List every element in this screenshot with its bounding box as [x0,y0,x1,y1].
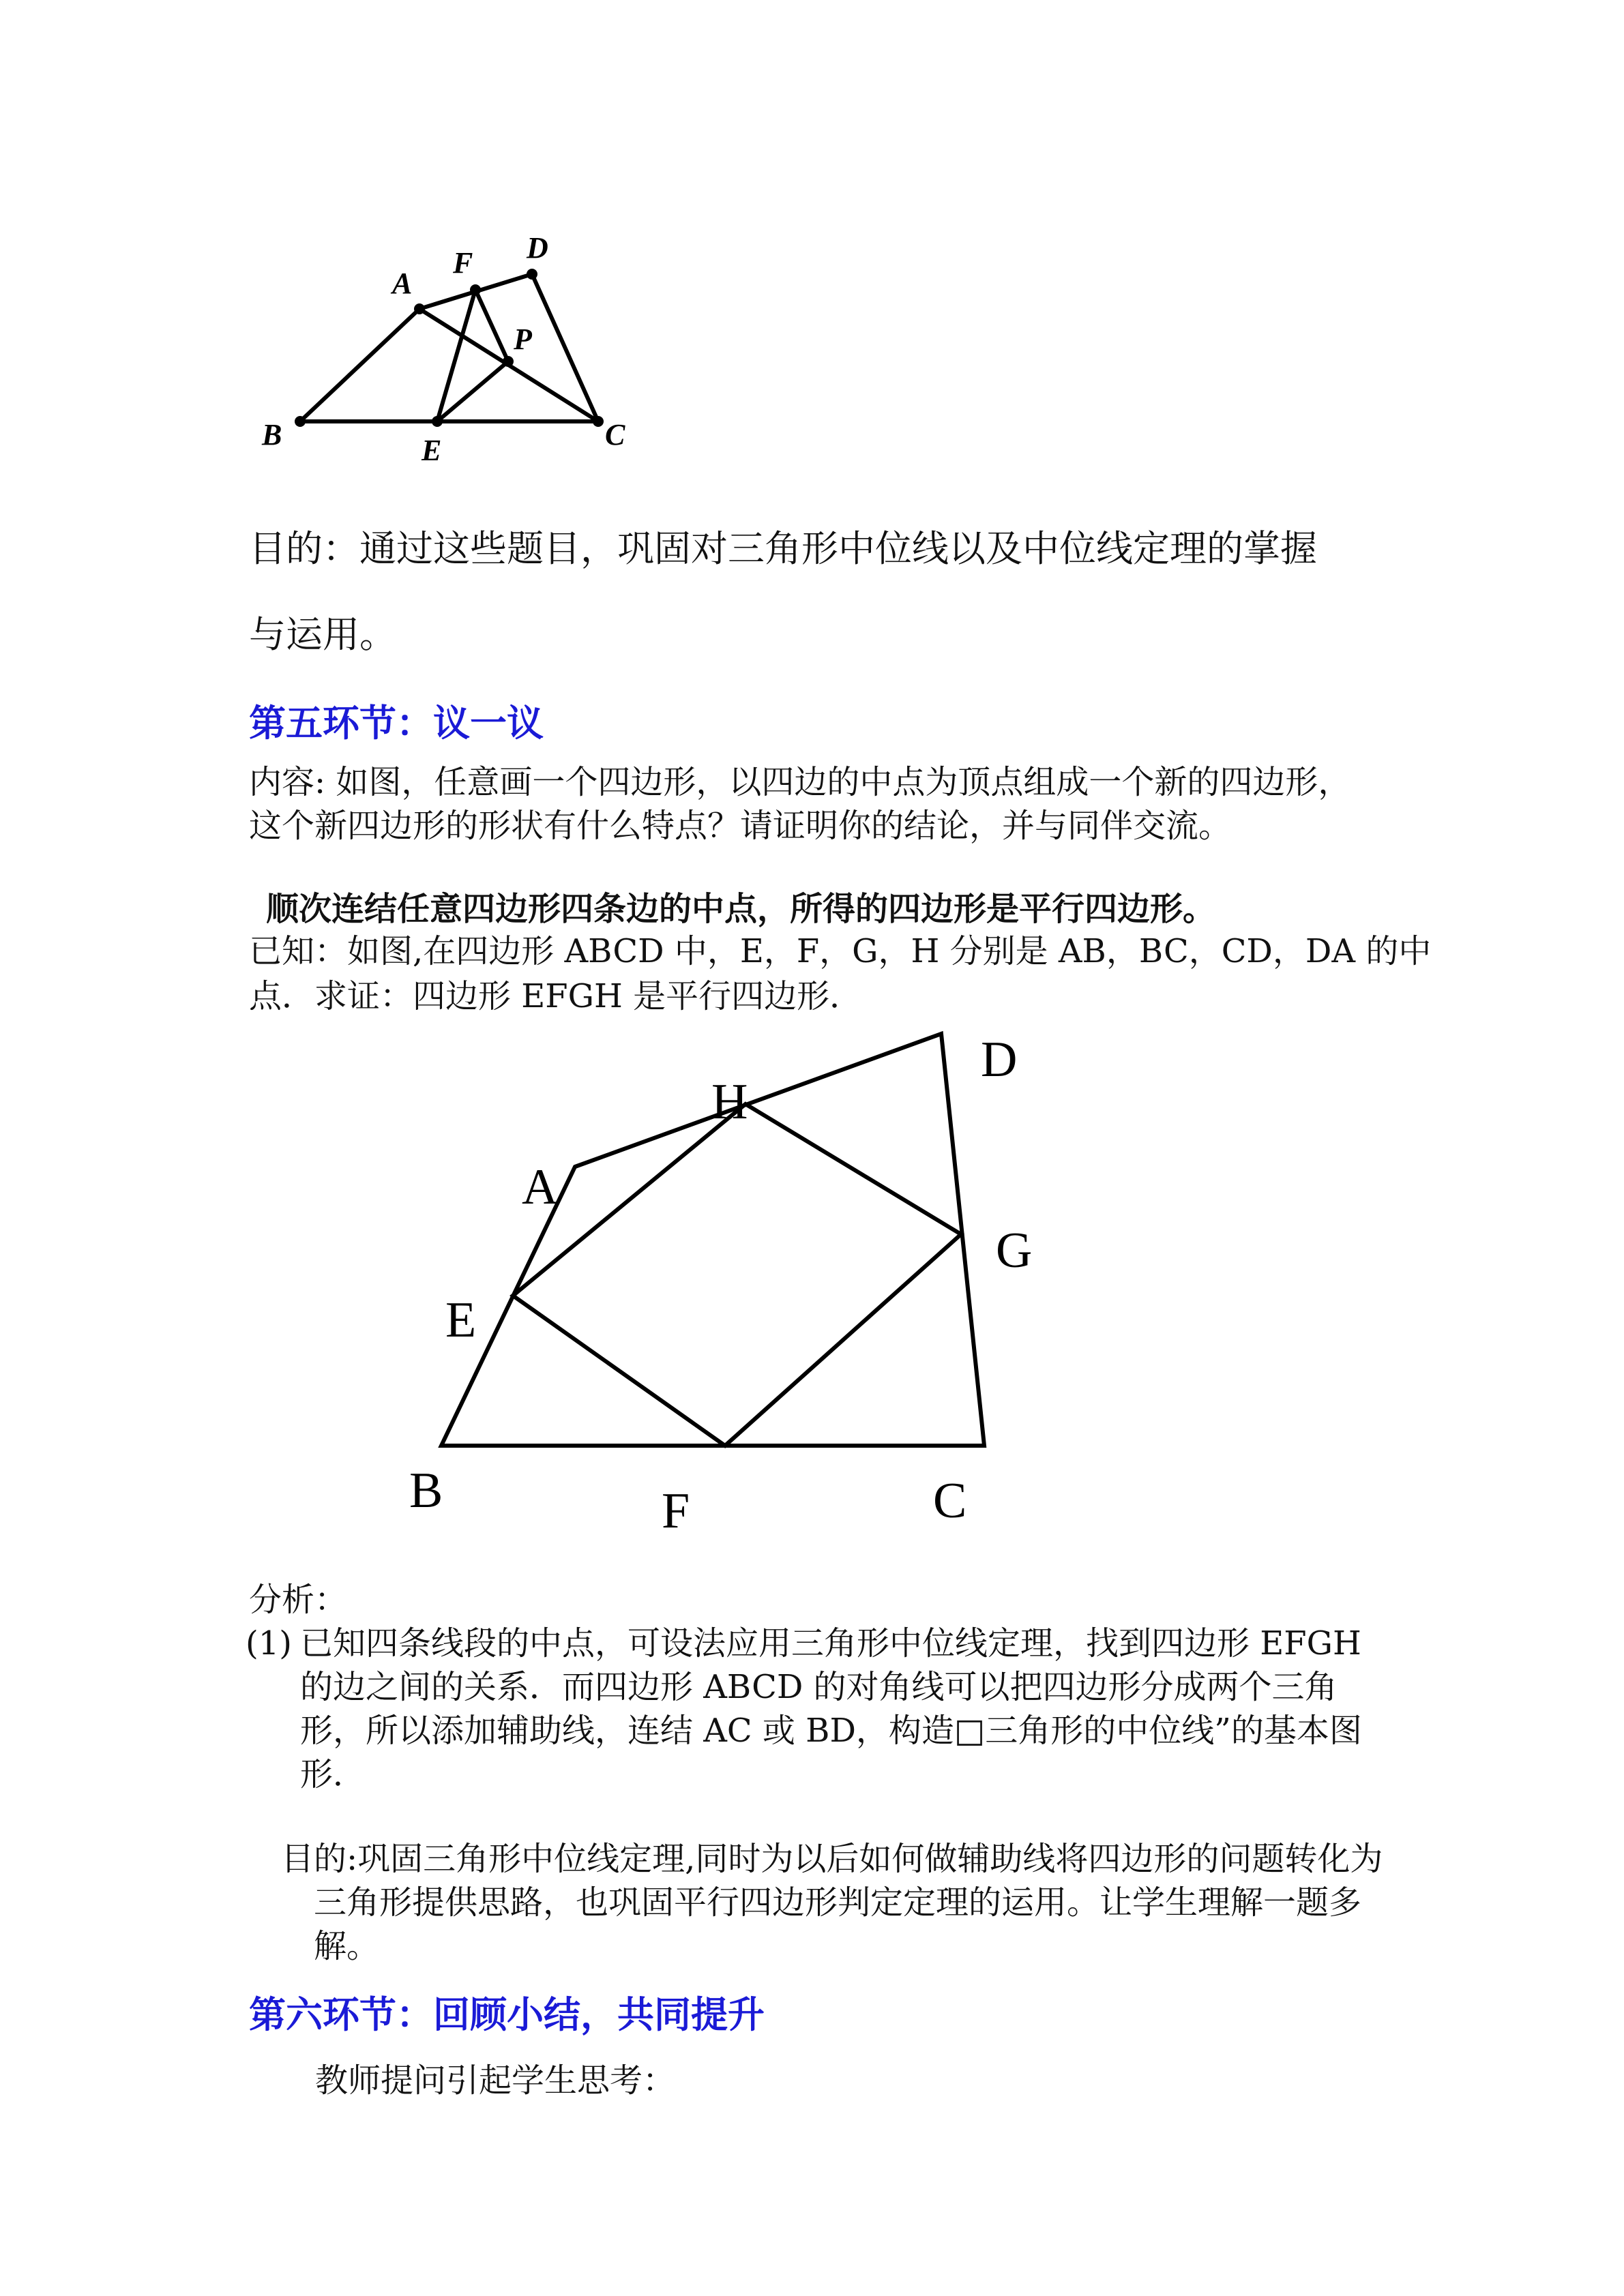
label-B: B [262,418,282,451]
label-B: B [409,1463,443,1519]
section5-content-line2: 这个新四边形的形状有什么特点？请证明你的结论，并与同伴交流。 [249,807,1232,845]
label-C: C [933,1473,967,1529]
analysis-item-number: (1) [246,1624,292,1663]
purpose2-line3: 解。 [314,1927,380,1965]
purpose1-line2: 与运用。 [249,613,396,656]
section5-theorem: 顺次连结任意四边形四条边的中点，所得的四边形是平行四边形。 [266,890,1216,928]
analysis-heading: 分析： [249,1581,348,1619]
quadrilateral-EFGH [513,1104,961,1446]
label-C: C [605,418,625,451]
point-D [527,269,537,280]
point-P [503,356,514,367]
label-A: A [392,267,413,300]
label-D: D [527,231,548,265]
analysis-line4: 形． [300,1755,366,1793]
label-H: H [711,1074,748,1130]
label-A: A [522,1159,559,1215]
segment-FP [475,290,508,361]
label-E: E [422,434,442,467]
label-F: F [453,246,473,280]
purpose2-line2: 三角形提供思路，也巩固平行四边形判定定理的运用。让学生理解一题多 [314,1883,1362,1922]
label-G: G [996,1223,1033,1279]
purpose2-line1: 目的:巩固三角形中位线定理,同时为以后如何做辅助线将四边形的问题转化为 [281,1840,1383,1878]
point-C [593,416,604,427]
point-A [414,303,425,314]
segment-FE [437,290,475,421]
label-E: E [445,1292,477,1348]
figure-1-geometry [252,225,648,471]
analysis-line2: 的边之间的关系．而四边形 ABCD 的对角线可以把四边形分成两个三角 [300,1668,1338,1706]
label-P: P [514,323,532,356]
purpose1-line1: 目的：通过这些题目，巩固对三角形中位线以及中位线定理的掌握 [249,527,1317,570]
segment-BA [300,309,419,421]
label-F: F [662,1483,690,1539]
section5-content-line1: 内容: 如图，任意画一个四边形，以四边的中点为顶点组成一个新的四边形， [249,763,1351,801]
analysis-line1: 已知四条线段的中点，可设法应用三角形中位线定理，找到四边形 EFGH [300,1624,1361,1663]
analysis-line3: 形，所以添加辅助线，连结 AC 或 BD，构造□三角形的中位线”的基本图 [300,1712,1362,1750]
point-B [295,416,306,427]
section6-line1: 教师提问引起学生思考： [315,2061,676,2100]
section5-title: 第五环节：议一议 [249,702,544,745]
point-E [432,416,443,427]
section6-title: 第六环节：回顾小结，共同提升 [249,1993,765,2036]
section5-known-line1: 已知：如图,在四边形 ABCD 中，E，F，G，H 分别是 AB，BC，CD，DA 的中 [249,932,1432,970]
figure-2-geometry [389,1016,1037,1541]
point-F [470,284,481,295]
section5-known-line2: 点．求证：四边形 EFGH 是平行四边形． [249,977,863,1015]
label-D: D [981,1032,1018,1088]
